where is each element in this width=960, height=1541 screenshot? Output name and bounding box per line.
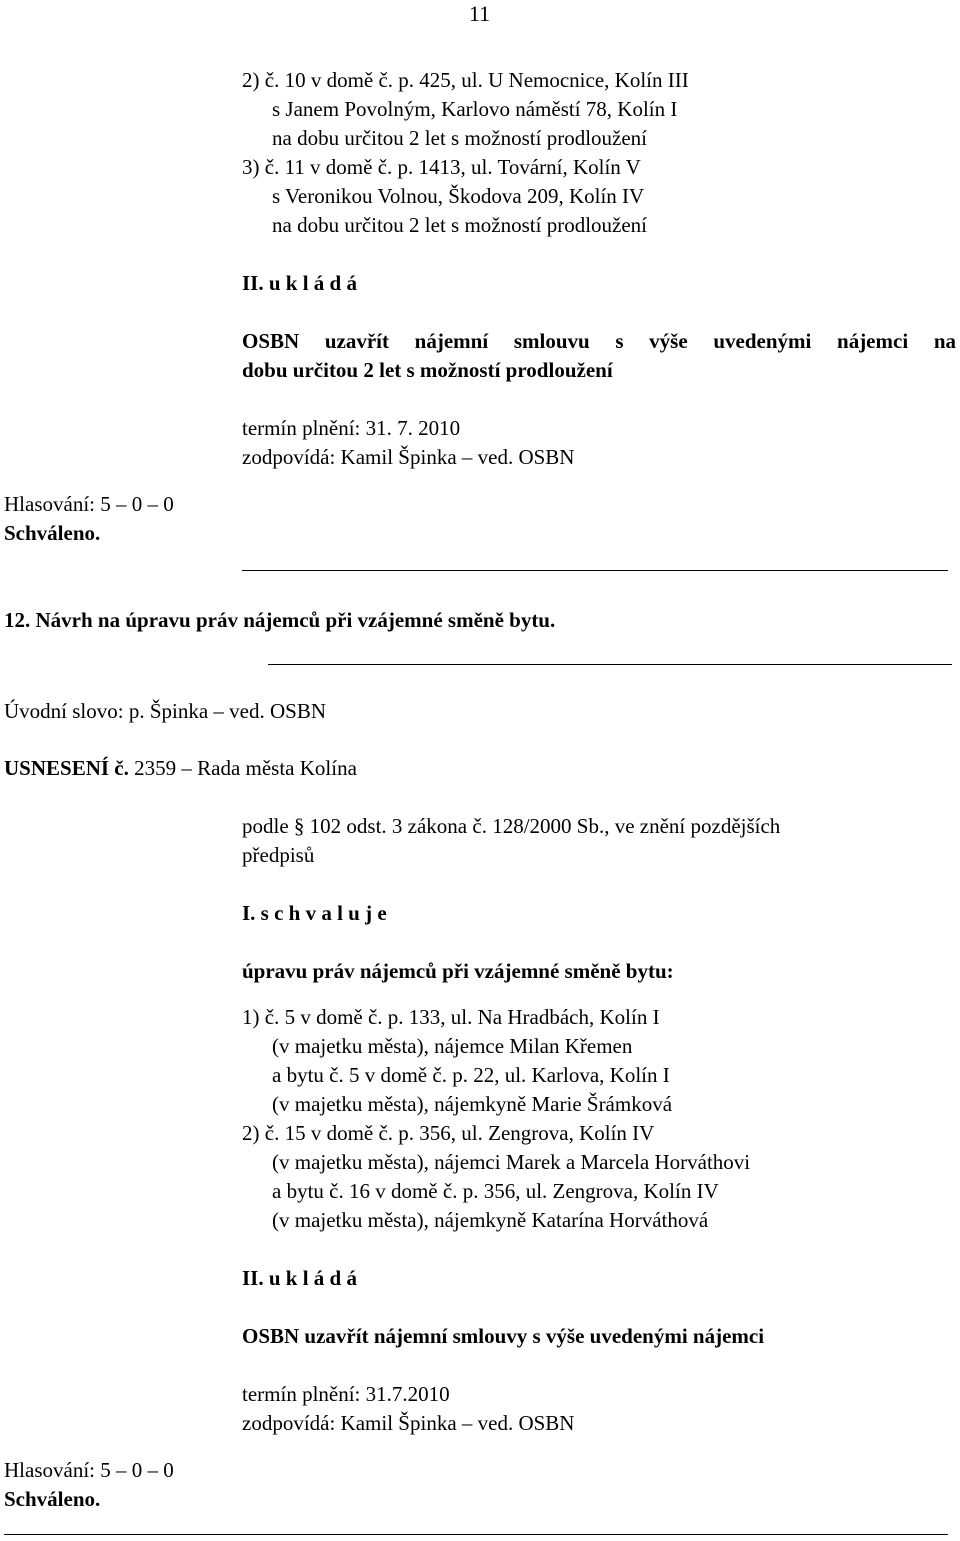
page-number: 11 xyxy=(469,1,491,26)
list-item: s Janem Povolným, Karlovo náměstí 78, Kolín I xyxy=(272,97,678,121)
divider xyxy=(268,664,952,665)
list-item: 2) č. 15 v domě č. p. 356, ul. Zengrova, Kolín IV xyxy=(242,1121,655,1145)
responsible: zodpovídá: Kamil Špinka – ved. OSBN xyxy=(242,445,575,469)
list-item: (v majetku města), nájemci Marek a Marcela Horváthovi xyxy=(272,1150,751,1174)
list-item: s Veronikou Volnou, Škodova 209, Kolín IV xyxy=(272,184,645,208)
resolution-label: USNESENÍ č. xyxy=(4,756,129,780)
list-item: a bytu č. 5 v domě č. p. 22, ul. Karlova, Kolín I xyxy=(272,1063,670,1087)
deadline: termín plnění: 31. 7. 2010 xyxy=(242,416,461,440)
divider xyxy=(242,570,948,571)
resolution-number: 2359 – Rada města Kolína xyxy=(128,756,357,780)
approval-status: Schváleno. xyxy=(4,1487,101,1511)
list-item: na dobu určitou 2 let s možností prodloužení xyxy=(272,213,648,237)
agenda-item-title: 12. Návrh na úpravu práv nájemců při vzájemné směně bytu. xyxy=(4,608,556,632)
list-item: 2) č. 10 v domě č. p. 425, ul. U Nemocnice, Kolín III xyxy=(242,68,689,92)
section-heading: I. s c h v a l u j e xyxy=(242,901,387,925)
list-item: 3) č. 11 v domě č. p. 1413, ul. Tovární, Kolín V xyxy=(242,155,641,179)
approval-status: Schváleno. xyxy=(4,521,101,545)
list-item: na dobu určitou 2 let s možností prodloužení xyxy=(272,126,648,150)
list-item: (v majetku města), nájemkyně Marie Šrámková xyxy=(272,1092,673,1116)
list-item: (v majetku města), nájemkyně Katarína Horváthová xyxy=(272,1208,709,1232)
legal-basis: podle § 102 odst. 3 zákona č. 128/2000 Sb., ve znění pozdějších xyxy=(242,814,781,838)
divider xyxy=(4,1534,948,1535)
responsible: zodpovídá: Kamil Špinka – ved. OSBN xyxy=(242,1411,575,1435)
list-item: (v majetku města), nájemce Milan Křemen xyxy=(272,1034,633,1058)
task-text: dobu určitou 2 let s možností prodloužení xyxy=(242,358,613,382)
section-heading: II. u k l á d á xyxy=(242,1266,357,1290)
approval-subject: úpravu práv nájemců při vzájemné směně bytu: xyxy=(242,959,674,983)
intro-speaker: Úvodní slovo: p. Špinka – ved. OSBN xyxy=(4,699,327,723)
list-item: a bytu č. 16 v domě č. p. 356, ul. Zengrova, Kolín IV xyxy=(272,1179,719,1203)
legal-basis: předpisů xyxy=(242,843,315,867)
voting-result: Hlasování: 5 – 0 – 0 xyxy=(4,1458,174,1482)
section-heading: II. u k l á d á xyxy=(242,271,357,295)
voting-result: Hlasování: 5 – 0 – 0 xyxy=(4,492,174,516)
task-text: OSBN uzavřít nájemní smlouvy s výše uvedenými nájemci xyxy=(242,1324,765,1348)
deadline: termín plnění: 31.7.2010 xyxy=(242,1382,450,1406)
list-item: 1) č. 5 v domě č. p. 133, ul. Na Hradbách, Kolín I xyxy=(242,1005,660,1029)
resolution-heading xyxy=(4,754,357,783)
task-text: OSBN uzavřít nájemní smlouvu s výše uvedenými nájemci na xyxy=(242,329,956,353)
